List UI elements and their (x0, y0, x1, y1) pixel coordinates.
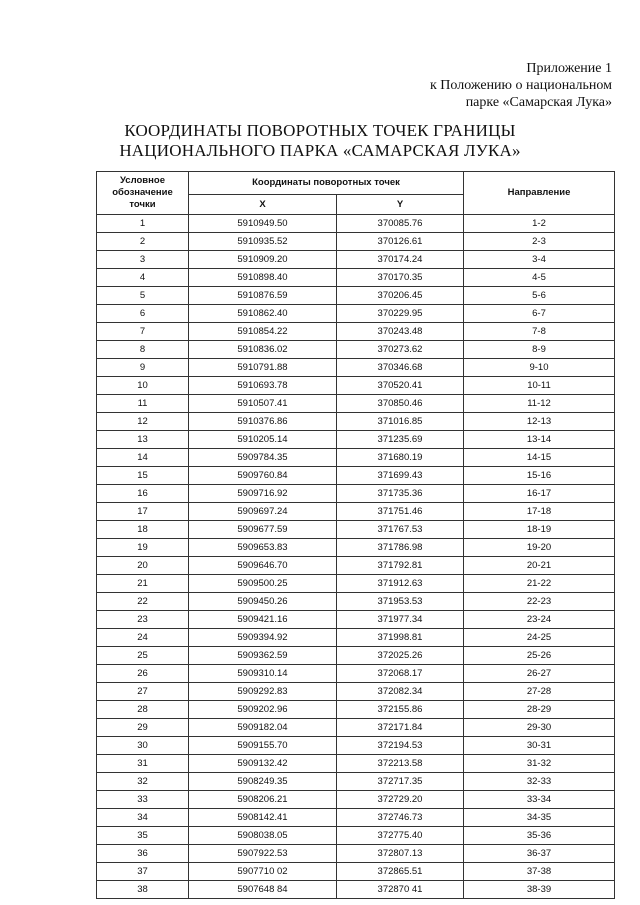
cell-y: 371735.36 (337, 485, 464, 503)
cell-point: 1 (97, 215, 189, 233)
cell-direction: 31-32 (464, 755, 615, 773)
cell-direction: 36-37 (464, 845, 615, 863)
cell-point: 28 (97, 701, 189, 719)
table-row (97, 611, 615, 629)
cell-point: 22 (97, 593, 189, 611)
cell-y: 370170.35 (337, 269, 464, 287)
table-row (97, 395, 615, 413)
cell-y: 372213.58 (337, 755, 464, 773)
cell-direction: 2-3 (464, 233, 615, 251)
cell-direction: 5-6 (464, 287, 615, 305)
table-row (97, 575, 615, 593)
cell-y: 371699.43 (337, 467, 464, 485)
cell-y: 371751.46 (337, 503, 464, 521)
table-row (97, 809, 615, 827)
cell-x: 5908142.41 (189, 809, 337, 827)
table-row (97, 287, 615, 305)
cell-x: 5910836.02 (189, 341, 337, 359)
cell-x: 5910898.40 (189, 269, 337, 287)
cell-point: 30 (97, 737, 189, 755)
cell-point: 8 (97, 341, 189, 359)
cell-x: 5908249.35 (189, 773, 337, 791)
cell-x: 5910876.59 (189, 287, 337, 305)
cell-point: 7 (97, 323, 189, 341)
cell-direction: 18-19 (464, 521, 615, 539)
cell-x: 5909450.26 (189, 593, 337, 611)
cell-direction: 1-2 (464, 215, 615, 233)
table-row (97, 719, 615, 737)
cell-y: 371998.81 (337, 629, 464, 647)
cell-y: 372775.40 (337, 827, 464, 845)
cell-direction: 6-7 (464, 305, 615, 323)
table-row (97, 701, 615, 719)
cell-point: 33 (97, 791, 189, 809)
cell-y: 372865.51 (337, 863, 464, 881)
cell-y: 371786.98 (337, 539, 464, 557)
table-row (97, 467, 615, 485)
cell-y: 370085.76 (337, 215, 464, 233)
cell-x: 5909500.25 (189, 575, 337, 593)
cell-direction: 26-27 (464, 665, 615, 683)
cell-point: 10 (97, 377, 189, 395)
cell-x: 5910909.20 (189, 251, 337, 269)
cell-direction: 16-17 (464, 485, 615, 503)
table-row (97, 647, 615, 665)
table-row (97, 233, 615, 251)
cell-direction: 21-22 (464, 575, 615, 593)
cell-point: 20 (97, 557, 189, 575)
cell-x: 5910949.50 (189, 215, 337, 233)
table-row (97, 359, 615, 377)
header-y: Y (337, 195, 464, 215)
table-row (97, 341, 615, 359)
cell-direction: 12-13 (464, 413, 615, 431)
cell-x: 5910693.78 (189, 377, 337, 395)
table-row (97, 845, 615, 863)
cell-direction: 9-10 (464, 359, 615, 377)
cell-x: 5909292.83 (189, 683, 337, 701)
table-row (97, 665, 615, 683)
cell-point: 27 (97, 683, 189, 701)
cell-point: 29 (97, 719, 189, 737)
cell-direction: 38-39 (464, 881, 615, 899)
cell-y: 372171.84 (337, 719, 464, 737)
cell-direction: 7-8 (464, 323, 615, 341)
cell-x: 5907922.53 (189, 845, 337, 863)
cell-x: 5907710 02 (189, 863, 337, 881)
cell-point: 38 (97, 881, 189, 899)
table-row (97, 323, 615, 341)
cell-x: 5908038.05 (189, 827, 337, 845)
header-x: X (189, 195, 337, 215)
table-row (97, 539, 615, 557)
cell-y: 370174.24 (337, 251, 464, 269)
appendix-note (352, 60, 612, 111)
cell-point: 19 (97, 539, 189, 557)
header-coordinates: Координаты поворотных точек (189, 172, 464, 195)
cell-direction: 30-31 (464, 737, 615, 755)
cell-y: 370229.95 (337, 305, 464, 323)
cell-direction: 20-21 (464, 557, 615, 575)
cell-point: 25 (97, 647, 189, 665)
cell-y: 372807.13 (337, 845, 464, 863)
cell-direction: 4-5 (464, 269, 615, 287)
table-row (97, 755, 615, 773)
cell-point: 6 (97, 305, 189, 323)
cell-point: 9 (97, 359, 189, 377)
cell-point: 14 (97, 449, 189, 467)
cell-direction: 15-16 (464, 467, 615, 485)
cell-direction: 10-11 (464, 377, 615, 395)
table-row (97, 683, 615, 701)
cell-x: 5910854.22 (189, 323, 337, 341)
table-row (97, 449, 615, 467)
table-row (97, 593, 615, 611)
cell-x: 5909132.42 (189, 755, 337, 773)
table-row (97, 863, 615, 881)
cell-direction: 11-12 (464, 395, 615, 413)
cell-direction: 14-15 (464, 449, 615, 467)
cell-direction: 34-35 (464, 809, 615, 827)
cell-y: 372082.34 (337, 683, 464, 701)
cell-direction: 22-23 (464, 593, 615, 611)
cell-x: 5910376.86 (189, 413, 337, 431)
cell-x: 5910205.14 (189, 431, 337, 449)
cell-direction: 24-25 (464, 629, 615, 647)
cell-y: 370126.61 (337, 233, 464, 251)
cell-direction: 37-38 (464, 863, 615, 881)
cell-direction: 32-33 (464, 773, 615, 791)
table-row (97, 377, 615, 395)
table-row (97, 791, 615, 809)
cell-y: 372194.53 (337, 737, 464, 755)
cell-direction: 33-34 (464, 791, 615, 809)
cell-point: 13 (97, 431, 189, 449)
title-line-2: НАЦИОНАЛЬНОГО ПАРКА «САМАРСКАЯ ЛУКА» (119, 141, 521, 160)
cell-x: 5909646.70 (189, 557, 337, 575)
cell-y: 371235.69 (337, 431, 464, 449)
table-row (97, 737, 615, 755)
appendix-line-3: парке «Самарская Лука» (465, 95, 612, 110)
cell-direction: 17-18 (464, 503, 615, 521)
table-row (97, 485, 615, 503)
cell-x: 5910862.40 (189, 305, 337, 323)
cell-y: 372155.86 (337, 701, 464, 719)
cell-direction: 23-24 (464, 611, 615, 629)
title-line-1: КООРДИНАТЫ ПОВОРОТНЫХ ТОЧЕК ГРАНИЦЫ (124, 121, 516, 140)
cell-y: 372729.20 (337, 791, 464, 809)
cell-x: 5909362.59 (189, 647, 337, 665)
table-row (97, 215, 615, 233)
cell-direction: 28-29 (464, 701, 615, 719)
table-row (97, 773, 615, 791)
cell-y: 371016.85 (337, 413, 464, 431)
cell-y: 371977.34 (337, 611, 464, 629)
cell-direction: 27-28 (464, 683, 615, 701)
cell-y: 371792.81 (337, 557, 464, 575)
cell-direction: 29-30 (464, 719, 615, 737)
table-body (97, 215, 615, 899)
cell-point: 12 (97, 413, 189, 431)
cell-y: 371767.53 (337, 521, 464, 539)
cell-point: 4 (97, 269, 189, 287)
cell-point: 34 (97, 809, 189, 827)
cell-y: 372025.26 (337, 647, 464, 665)
table-row (97, 503, 615, 521)
table-row (97, 629, 615, 647)
cell-point: 23 (97, 611, 189, 629)
cell-point: 36 (97, 845, 189, 863)
cell-x: 5909202.96 (189, 701, 337, 719)
cell-x: 5909760.84 (189, 467, 337, 485)
coordinates-table (96, 171, 615, 899)
cell-y: 371912.63 (337, 575, 464, 593)
cell-y: 370273.62 (337, 341, 464, 359)
cell-x: 5909653.83 (189, 539, 337, 557)
cell-direction: 35-36 (464, 827, 615, 845)
table-header (97, 172, 615, 215)
table-row (97, 881, 615, 899)
cell-direction: 25-26 (464, 647, 615, 665)
cell-y: 370346.68 (337, 359, 464, 377)
cell-direction: 3-4 (464, 251, 615, 269)
cell-x: 5909716.92 (189, 485, 337, 503)
cell-y: 371953.53 (337, 593, 464, 611)
cell-x: 5910507.41 (189, 395, 337, 413)
cell-y: 372717.35 (337, 773, 464, 791)
appendix-line-2: к Положению о национальном (430, 78, 612, 93)
cell-point: 37 (97, 863, 189, 881)
cell-x: 5909182.04 (189, 719, 337, 737)
cell-direction: 19-20 (464, 539, 615, 557)
cell-x: 5909155.70 (189, 737, 337, 755)
table-row (97, 251, 615, 269)
cell-point: 3 (97, 251, 189, 269)
table-row (97, 305, 615, 323)
cell-y: 370243.48 (337, 323, 464, 341)
table-row (97, 557, 615, 575)
cell-point: 35 (97, 827, 189, 845)
table-row (97, 521, 615, 539)
cell-point: 17 (97, 503, 189, 521)
cell-point: 32 (97, 773, 189, 791)
header-point-designation: Условное обозначение точки (97, 172, 189, 215)
cell-y: 370206.45 (337, 287, 464, 305)
cell-x: 5909310.14 (189, 665, 337, 683)
table-row (97, 269, 615, 287)
cell-y: 370850.46 (337, 395, 464, 413)
cell-x: 5909784.35 (189, 449, 337, 467)
header-direction: Направление (464, 172, 615, 215)
cell-point: 31 (97, 755, 189, 773)
cell-x: 5910935.52 (189, 233, 337, 251)
cell-x: 5909677.59 (189, 521, 337, 539)
cell-x: 5909421.16 (189, 611, 337, 629)
cell-point: 18 (97, 521, 189, 539)
cell-point: 24 (97, 629, 189, 647)
cell-x: 5908206.21 (189, 791, 337, 809)
cell-point: 26 (97, 665, 189, 683)
cell-y: 372068.17 (337, 665, 464, 683)
cell-direction: 8-9 (464, 341, 615, 359)
cell-point: 2 (97, 233, 189, 251)
cell-y: 371680.19 (337, 449, 464, 467)
cell-x: 5909394.92 (189, 629, 337, 647)
table-row (97, 827, 615, 845)
cell-point: 5 (97, 287, 189, 305)
cell-point: 11 (97, 395, 189, 413)
cell-y: 370520.41 (337, 377, 464, 395)
table-row (97, 431, 615, 449)
cell-y: 372746.73 (337, 809, 464, 827)
cell-x: 5907648 84 (189, 881, 337, 899)
table-row (97, 413, 615, 431)
cell-point: 21 (97, 575, 189, 593)
cell-point: 16 (97, 485, 189, 503)
appendix-line-1: Приложение 1 (526, 61, 612, 76)
cell-x: 5910791.88 (189, 359, 337, 377)
document-title (0, 121, 640, 161)
cell-direction: 13-14 (464, 431, 615, 449)
cell-y: 372870 41 (337, 881, 464, 899)
cell-point: 15 (97, 467, 189, 485)
cell-x: 5909697.24 (189, 503, 337, 521)
